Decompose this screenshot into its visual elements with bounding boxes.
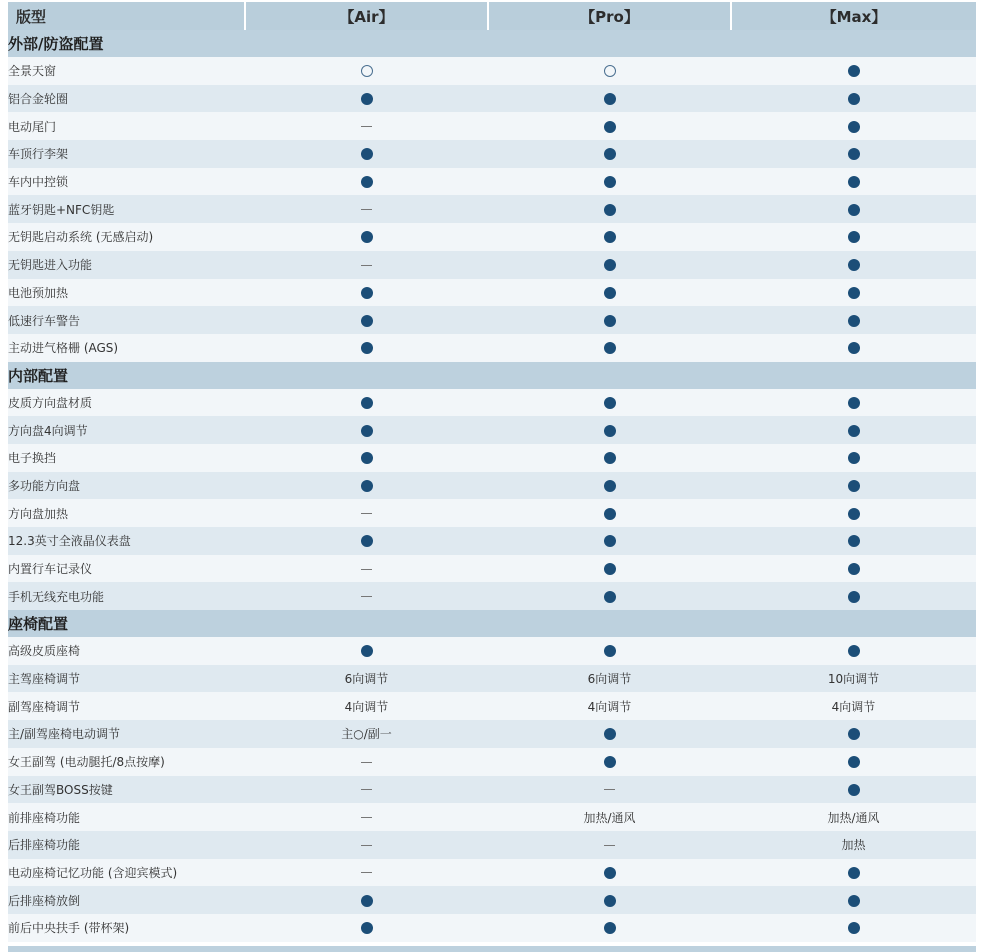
feature-name: 电动尾门 xyxy=(8,112,245,140)
table-row xyxy=(8,168,976,196)
cell-max xyxy=(731,748,976,776)
cell-pro xyxy=(488,306,731,334)
not-available-dash-icon xyxy=(361,126,372,127)
cell-max xyxy=(731,720,976,748)
table-row xyxy=(8,527,976,555)
feature-name: 多功能方向盘 xyxy=(8,472,245,500)
cell-pro xyxy=(488,168,731,196)
cell-value: 加热/通风 xyxy=(583,810,636,825)
cell-value: 6向调节 xyxy=(587,672,632,687)
cell-air xyxy=(245,886,488,914)
cell-air xyxy=(245,914,488,942)
standard-dot-icon xyxy=(848,287,860,299)
standard-dot-icon xyxy=(848,425,860,437)
cell-pro xyxy=(488,831,731,859)
cell-max xyxy=(731,251,976,279)
standard-dot-icon xyxy=(848,342,860,354)
feature-name: 前排座椅功能 xyxy=(8,803,245,831)
cell-air xyxy=(245,692,488,720)
standard-dot-icon xyxy=(604,728,616,740)
cell-max xyxy=(731,57,976,85)
cell-air xyxy=(245,57,488,85)
table-row xyxy=(8,886,976,914)
cell-pro xyxy=(488,444,731,472)
cell-air xyxy=(245,140,488,168)
cell-max xyxy=(731,279,976,307)
feature-name: 女王副驾BOSS按键 xyxy=(8,776,245,804)
cell-air xyxy=(245,499,488,527)
table-row xyxy=(8,776,976,804)
standard-dot-icon xyxy=(848,93,860,105)
cell-max xyxy=(731,637,976,665)
standard-dot-icon xyxy=(848,315,860,327)
standard-dot-icon xyxy=(848,397,860,409)
standard-dot-icon xyxy=(848,452,860,464)
cell-value: 加热 xyxy=(841,838,866,853)
standard-dot-icon xyxy=(604,867,616,879)
cell-air xyxy=(245,112,488,140)
cell-max xyxy=(731,886,976,914)
feature-name: 低速行车警告 xyxy=(8,306,245,334)
standard-dot-icon xyxy=(848,895,860,907)
standard-dot-icon xyxy=(848,508,860,520)
cell-air xyxy=(245,251,488,279)
standard-dot-icon xyxy=(604,315,616,327)
table-row xyxy=(8,444,976,472)
cell-max xyxy=(731,499,976,527)
feature-name: 铝合金轮圈 xyxy=(8,85,245,113)
cell-air xyxy=(245,637,488,665)
standard-dot-icon xyxy=(604,645,616,657)
cell-pro xyxy=(488,195,731,223)
section-header xyxy=(8,30,976,57)
cell-pro xyxy=(488,140,731,168)
cell-pro xyxy=(488,527,731,555)
table-row xyxy=(8,831,976,859)
table-row xyxy=(8,416,976,444)
standard-dot-icon xyxy=(604,563,616,575)
feature-name: 电子换挡 xyxy=(8,444,245,472)
standard-dot-icon xyxy=(361,287,373,299)
cell-air xyxy=(245,334,488,362)
cell-max xyxy=(731,582,976,610)
not-available-dash-icon xyxy=(361,762,372,763)
standard-dot-icon xyxy=(361,315,373,327)
cell-pro xyxy=(488,803,731,831)
feature-name: 前后中央扶手 (带杯架) xyxy=(8,914,245,942)
standard-dot-icon xyxy=(361,922,373,934)
standard-dot-icon xyxy=(604,895,616,907)
feature-name: 无钥匙进入功能 xyxy=(8,251,245,279)
standard-dot-icon xyxy=(361,425,373,437)
cell-air xyxy=(245,665,488,693)
cell-air xyxy=(245,444,488,472)
feature-name: 副驾座椅调节 xyxy=(8,692,245,720)
not-available-dash-icon xyxy=(361,817,372,818)
table-row xyxy=(8,57,976,85)
standard-dot-icon xyxy=(848,922,860,934)
standard-dot-icon xyxy=(361,895,373,907)
cell-max xyxy=(731,140,976,168)
standard-dot-icon xyxy=(604,287,616,299)
feature-name: 主动进气格栅 (AGS) xyxy=(8,334,245,362)
not-available-dash-icon xyxy=(361,209,372,210)
feature-name: 全景天窗 xyxy=(8,57,245,85)
feature-name: 内置行车记录仪 xyxy=(8,555,245,583)
cell-air xyxy=(245,85,488,113)
standard-dot-icon xyxy=(848,480,860,492)
standard-dot-icon xyxy=(604,535,616,547)
feature-name: 女王副驾 (电动腿托/8点按摩) xyxy=(8,748,245,776)
cell-pro xyxy=(488,886,731,914)
table-row xyxy=(8,748,976,776)
cell-pro xyxy=(488,555,731,583)
standard-dot-icon xyxy=(848,231,860,243)
section-title: 外部/防盗配置 xyxy=(8,30,976,57)
table-row xyxy=(8,389,976,417)
feature-name: 皮质方向盘材质 xyxy=(8,389,245,417)
cell-max xyxy=(731,223,976,251)
section-title: 内部配置 xyxy=(8,362,976,389)
feature-name: 12.3英寸全液晶仪表盘 xyxy=(8,527,245,555)
standard-dot-icon xyxy=(361,397,373,409)
table-row xyxy=(8,112,976,140)
table-row xyxy=(8,555,976,583)
header-variant-air: 【Air】 xyxy=(245,2,488,30)
table-row xyxy=(8,472,976,500)
standard-dot-icon xyxy=(604,480,616,492)
spec-table xyxy=(8,2,976,942)
cell-max xyxy=(731,334,976,362)
cell-air xyxy=(245,223,488,251)
standard-dot-icon xyxy=(848,784,860,796)
cell-pro xyxy=(488,637,731,665)
feature-name: 主驾座椅调节 xyxy=(8,665,245,693)
standard-dot-icon xyxy=(848,867,860,879)
cell-air xyxy=(245,279,488,307)
cell-value: 4向调节 xyxy=(587,699,632,714)
standard-dot-icon xyxy=(604,148,616,160)
standard-dot-icon xyxy=(361,535,373,547)
cell-air xyxy=(245,168,488,196)
feature-name: 电动座椅记忆功能 (含迎宾模式) xyxy=(8,859,245,887)
cell-max xyxy=(731,803,976,831)
cell-max xyxy=(731,389,976,417)
standard-dot-icon xyxy=(848,645,860,657)
standard-dot-icon xyxy=(604,756,616,768)
standard-dot-icon xyxy=(848,563,860,575)
cell-air xyxy=(245,389,488,417)
table-row xyxy=(8,195,976,223)
header-variant-pro: 【Pro】 xyxy=(488,2,731,30)
standard-dot-icon xyxy=(361,452,373,464)
cell-max xyxy=(731,831,976,859)
table-row xyxy=(8,859,976,887)
not-available-dash-icon xyxy=(604,845,615,846)
table-row xyxy=(8,665,976,693)
not-available-dash-icon xyxy=(361,513,372,514)
cell-pro xyxy=(488,279,731,307)
cell-pro xyxy=(488,914,731,942)
table-row xyxy=(8,582,976,610)
cell-value: 6向调节 xyxy=(344,672,389,687)
cell-pro xyxy=(488,692,731,720)
cell-pro xyxy=(488,112,731,140)
cell-max xyxy=(731,859,976,887)
not-available-dash-icon xyxy=(361,596,372,597)
feature-name: 无钥匙启动系统 (无感启动) xyxy=(8,223,245,251)
cell-value: 10向调节 xyxy=(827,672,880,687)
feature-name: 方向盘加热 xyxy=(8,499,245,527)
standard-dot-icon xyxy=(604,591,616,603)
standard-dot-icon xyxy=(604,176,616,188)
cell-max xyxy=(731,444,976,472)
cell-air xyxy=(245,195,488,223)
cell-pro xyxy=(488,499,731,527)
not-available-dash-icon xyxy=(361,845,372,846)
table-row xyxy=(8,692,976,720)
table-row xyxy=(8,140,976,168)
feature-name: 蓝牙钥匙+NFC钥匙 xyxy=(8,195,245,223)
standard-dot-icon xyxy=(604,231,616,243)
not-available-dash-icon xyxy=(361,789,372,790)
not-available-dash-icon xyxy=(361,569,372,570)
cell-max xyxy=(731,168,976,196)
table-row xyxy=(8,279,976,307)
cell-max xyxy=(731,776,976,804)
not-available-dash-icon xyxy=(361,265,372,266)
standard-dot-icon xyxy=(361,148,373,160)
cell-air xyxy=(245,306,488,334)
standard-dot-icon xyxy=(604,922,616,934)
section-header xyxy=(8,610,976,637)
standard-dot-icon xyxy=(604,452,616,464)
standard-dot-icon xyxy=(604,425,616,437)
table-row xyxy=(8,499,976,527)
feature-name: 主/副驾座椅电动调节 xyxy=(8,720,245,748)
table-row xyxy=(8,223,976,251)
section-header xyxy=(8,362,976,389)
standard-dot-icon xyxy=(604,121,616,133)
feature-name: 高级皮质座椅 xyxy=(8,637,245,665)
cell-max xyxy=(731,195,976,223)
cell-pro xyxy=(488,389,731,417)
header-label: 版型 xyxy=(8,2,245,30)
standard-dot-icon xyxy=(604,204,616,216)
cell-value: 主○/副一 xyxy=(341,727,392,742)
table-row xyxy=(8,306,976,334)
cell-air xyxy=(245,720,488,748)
feature-name: 电池预加热 xyxy=(8,279,245,307)
section-title: 座椅配置 xyxy=(8,610,976,637)
cell-pro xyxy=(488,748,731,776)
cell-air xyxy=(245,416,488,444)
cell-air xyxy=(245,472,488,500)
feature-name: 方向盘4向调节 xyxy=(8,416,245,444)
standard-dot-icon xyxy=(848,259,860,271)
cell-pro xyxy=(488,859,731,887)
standard-dot-icon xyxy=(361,645,373,657)
standard-dot-icon xyxy=(848,65,860,77)
optional-ring-icon xyxy=(604,65,616,77)
cell-pro xyxy=(488,334,731,362)
standard-dot-icon xyxy=(848,204,860,216)
cell-air xyxy=(245,776,488,804)
feature-name: 后排座椅放倒 xyxy=(8,886,245,914)
cell-air xyxy=(245,803,488,831)
cell-max xyxy=(731,665,976,693)
cell-air xyxy=(245,527,488,555)
optional-ring-icon xyxy=(361,65,373,77)
cell-pro xyxy=(488,472,731,500)
feature-name: 车内中控锁 xyxy=(8,168,245,196)
standard-dot-icon xyxy=(604,508,616,520)
cell-pro xyxy=(488,416,731,444)
table-row xyxy=(8,720,976,748)
feature-name: 手机无线充电功能 xyxy=(8,582,245,610)
spec-table-body xyxy=(8,30,976,942)
cell-max xyxy=(731,85,976,113)
not-available-dash-icon xyxy=(361,872,372,873)
cell-air xyxy=(245,555,488,583)
cell-max xyxy=(731,112,976,140)
not-available-dash-icon xyxy=(604,789,615,790)
standard-dot-icon xyxy=(848,756,860,768)
cell-pro xyxy=(488,776,731,804)
standard-dot-icon xyxy=(848,728,860,740)
cell-max xyxy=(731,416,976,444)
feature-name: 车顶行李架 xyxy=(8,140,245,168)
cell-value: 4向调节 xyxy=(344,699,389,714)
cell-pro xyxy=(488,223,731,251)
feature-name: 后排座椅功能 xyxy=(8,831,245,859)
standard-dot-icon xyxy=(361,231,373,243)
table-row xyxy=(8,251,976,279)
cell-air xyxy=(245,859,488,887)
cell-max xyxy=(731,914,976,942)
spec-table-header xyxy=(8,2,976,30)
cell-max xyxy=(731,306,976,334)
cell-pro xyxy=(488,582,731,610)
standard-dot-icon xyxy=(604,342,616,354)
table-bottom-band xyxy=(8,946,976,952)
cell-pro xyxy=(488,57,731,85)
cell-air xyxy=(245,582,488,610)
standard-dot-icon xyxy=(848,148,860,160)
standard-dot-icon xyxy=(604,93,616,105)
cell-value: 4向调节 xyxy=(831,699,876,714)
standard-dot-icon xyxy=(848,535,860,547)
cell-pro xyxy=(488,251,731,279)
header-variant-max: 【Max】 xyxy=(731,2,976,30)
table-row xyxy=(8,914,976,942)
table-row xyxy=(8,334,976,362)
standard-dot-icon xyxy=(361,93,373,105)
standard-dot-icon xyxy=(848,121,860,133)
cell-air xyxy=(245,831,488,859)
standard-dot-icon xyxy=(848,176,860,188)
standard-dot-icon xyxy=(848,591,860,603)
standard-dot-icon xyxy=(361,342,373,354)
cell-max xyxy=(731,472,976,500)
table-row xyxy=(8,85,976,113)
standard-dot-icon xyxy=(361,480,373,492)
standard-dot-icon xyxy=(604,259,616,271)
standard-dot-icon xyxy=(361,176,373,188)
cell-max xyxy=(731,555,976,583)
cell-pro xyxy=(488,720,731,748)
table-row xyxy=(8,637,976,665)
cell-value: 加热/通风 xyxy=(827,810,880,825)
cell-max xyxy=(731,527,976,555)
cell-pro xyxy=(488,665,731,693)
cell-max xyxy=(731,692,976,720)
table-row xyxy=(8,803,976,831)
standard-dot-icon xyxy=(604,397,616,409)
cell-pro xyxy=(488,85,731,113)
cell-air xyxy=(245,748,488,776)
